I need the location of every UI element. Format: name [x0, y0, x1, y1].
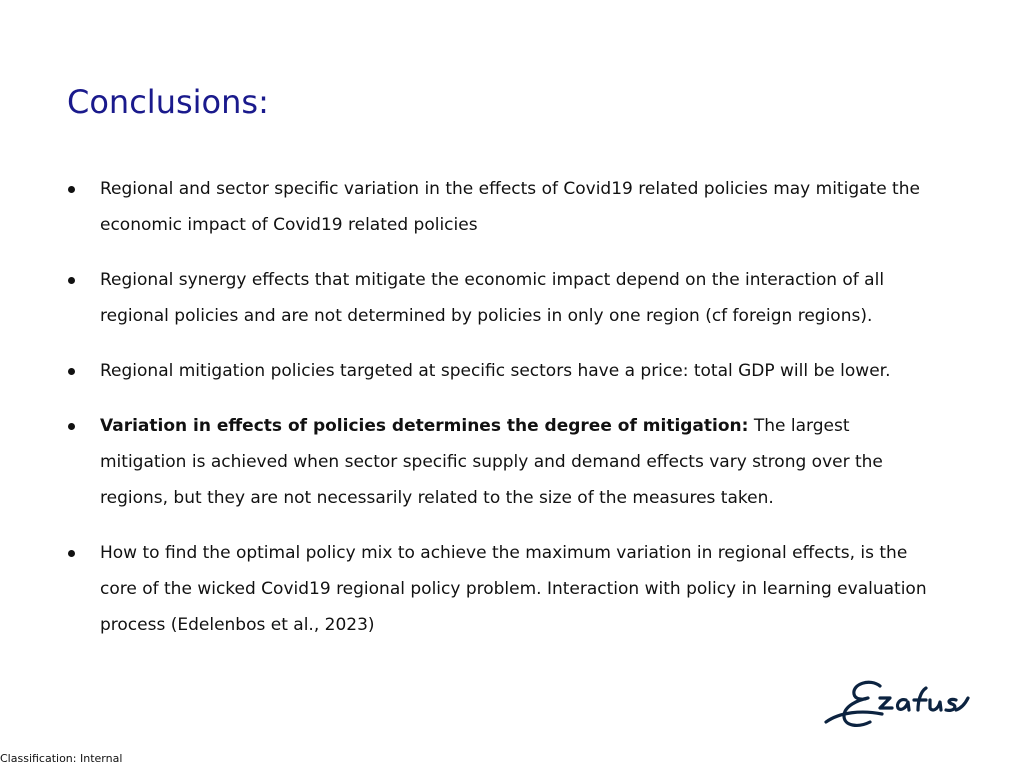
- bullet-item-5: [60, 535, 940, 643]
- bullet-dot-icon: [68, 277, 75, 284]
- bullet-item-3: [60, 353, 940, 389]
- bullet-text: Regional mitigation policies targeted at specific sectors have a price: total GDP will be lower.: [100, 361, 891, 381]
- bullet-item-4: [60, 408, 940, 516]
- erasmus-logo-icon: [822, 676, 972, 736]
- bullet-text: The largest mitigation is achieved when sector specific supply and demand effects vary strong over the regions, but they are not necessarily related to the size of the measures taken.: [100, 416, 883, 508]
- classification-label: Classification: Internal: [0, 752, 123, 765]
- page-title: Conclusions:: [67, 83, 269, 121]
- bullet-dot-icon: [68, 368, 75, 375]
- bullet-dot-icon: [68, 423, 75, 430]
- bullet-dot-icon: [68, 550, 75, 557]
- bullet-bold-lead: Variation in effects of policies determines the degree of mitigation:: [100, 416, 749, 436]
- bullet-text: Regional synergy effects that mitigate the economic impact depend on the interaction of all regional policies and are not determined by policies in only one region (cf foreign regions).: [100, 270, 885, 326]
- bullet-item-2: [60, 262, 940, 334]
- bullet-text: Regional and sector specific variation in the effects of Covid19 related policies may mitigate the economic impact of Covid19 related policies: [100, 179, 920, 235]
- bullet-item-1: [60, 171, 940, 243]
- bullet-dot-icon: [68, 186, 75, 193]
- bullet-text: How to find the optimal policy mix to achieve the maximum variation in regional effects, is the core of the wicked Covid19 regional policy problem. Interaction with policy in learning evaluation process (Edelenbos et al., 2023): [100, 543, 927, 635]
- bullet-list: [60, 171, 940, 662]
